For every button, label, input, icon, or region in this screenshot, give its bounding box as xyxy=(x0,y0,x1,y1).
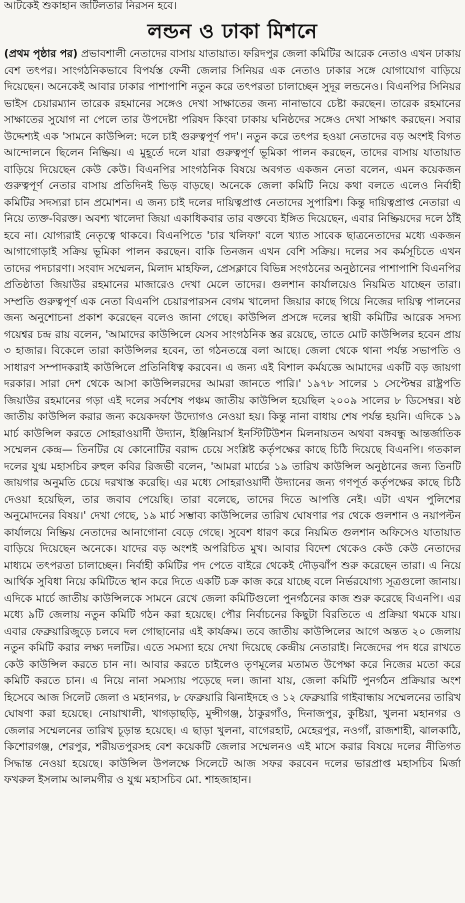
article-headline: লন্ডন ও ঢাকা মিশনে xyxy=(147,19,318,43)
article-paragraph xyxy=(4,46,461,789)
article-text: প্রভাবশালী নেতাদের বাসায় যাতায়াত। ফরিদপুর জেলা কমিটির আরেক নেতাও এখন ঢাকায় বেশ তৎপর। সাংগঠনিকভাবে বিপর্যস্ত ফেনী জেলার সিনিয়র এক নেতাও ঢাকার সঙ্গে যোগাযোগ বাড়িয়ে দিয়েছেন। অনেকেই আবার ঢাকার পাশাপাশি নতুন করে তৎপরতা চালাচ্ছেন সুদূর লন্ডনেও। বিএনপির সিনিয়র ভাইস চেয়ারম্যান তারেক রহমানের সঙ্গেও দেখা সাক্ষাতের জন্য নানাভাবে চেষ্টা করছেন। তারেক রহমানের সাক্ষাতের সুযোগ না পেলে তার উপদেষ্টা পরিষদ কিংবা ঢাকায় ঘনিষ্ঠদের সঙ্গেও দেখা সাক্ষাৎ করছেন। সবার উদ্দেশ্যই এক 'সামনে কাউন্সিল: দলে চাই গুরুত্বপূর্ণ পদ'। নতুন করে তৎপর হওয়া নেতাদের বড় অংশই বিগত আন্দোলনে ছিলেন নিষ্ক্রিয়। এ মুহূর্তে দলে যারা গুরুত্বপূর্ণ ভূমিকা পালন করছেন, তাদের বাসায় যাতায়াত বাড়িয়ে দিয়েছেন কেউ কেউ। বিএনপির সাংগঠনিক বিষয়ে অবগত একজন নেতা বলেন, এমন কয়েকজন গুরুত্বপূর্ণ নেতার বাসায় প্রতিদিনই ভিড় বাড়ছে। অনেকে জেলা কমিটি নিয়ে কথা বলতে এলেও নির্বাহী কমিটির সদস্যরা চান প্রমোশন। এ জন্য চাই দলের দায়িত্বপ্রাপ্ত নেতাদের সুপারিশ। কিন্তু দায়িত্বপ্রাপ্ত নেতারা এ নিয়ে ত্যক্ত-বিরক্ত। অবশ্য খালেদা জিয়া একাধিকবার তার বক্তব্যে ইঙ্গিত দিয়েছেন, এবার নিষ্ক্রিয়দের দলে ঠাঁই হবে না। যোগ্যরাই নেতৃত্বে থাকবে। বিএনপিতে 'চার খলিফা' বলে খ্যাত সাবেক ছাত্রনেতাদের মধ্যে একজন আগাগোড়াই সক্রিয় ভূমিকা পালন করছেন। বাকি তিনজন এখন বেশি সক্রিয়। দলের সব কর্মসূচিতে এখন তাদের পদচারণা। সংবাদ সম্মেলন, মিলাদ মাহফিল, প্রেসক্লাবে বিভিন্ন সংগঠনের অনুষ্ঠানের পাশাপাশি বিএনপির প্রতিষ্ঠাতা জিয়াউর রহমানের মাজারেও দেখা মেলে তাদের। গুলশান কার্যালয়েও নিয়মিত যাচ্ছেন তারা। সম্প্রতি গুরুত্বপূর্ণ এক নেতা বিএনপি চেয়ারপারসন বেগম খালেদা জিয়ার কাছে গিয়ে নিজের দায়িত্ব পালনের জন্য অনুশোচনা প্রকাশ করেছেন বলেও জানা গেছে। কাউন্সিল প্রসঙ্গে দলের স্থায়ী কমিটির আরেক সদস্য গয়েশ্বর চন্দ্র রায় বলেন, 'আমাদের কাউন্সিলে যেসব সাংগঠনিক স্তর রয়েছে, তাতে মোট কাউন্সিলর হবেন প্রায় ৩ হাজার। বিকেলে তারা কাউন্সিলর হবেন, তা গঠনতন্ত্রে বলা আছে। জেলা থেকে থানা পর্যন্ত সভাপতি ও সাধারণ সম্পাদকরাই কাউন্সিলে প্রতিনিধিত্ব করবেন। এ জন্য এই বিশাল কর্মযজ্ঞে আমাদের একটি বড় জায়গা দরকার। সারা দেশ থেকে আসা কাউন্সিলরদের আমরা জানতে পারি।' ১৯৭৮ সালের ১ সেপ্টেম্বর রাষ্ট্রপতি জিয়াউর রহমানের গড়া এই দলের সর্বশেষ পঞ্চম জাতীয় কাউন্সিল হয়েছিল ২০০৯ সালের ৮ ডিসেম্বর। ষষ্ঠ জাতীয় কাউন্সিল করার জন্য কয়েকদফা উদ্যোগও নেওয়া হয়। কিন্তু নানা বাধায় শেষ পর্যন্ত হয়নি। এদিকে ১৯ মার্চ কাউন্সিল করতে সোহরাওয়ার্দী উদ্যান, ইঞ্জিনিয়ার্স ইনস্টিটিউশন মিলনায়তন অথবা বঙ্গবন্ধু আন্তর্জাতিক সম্মেলন কেন্দ্র— তিনটির যে কোনোটির বরাদ্দ চেয়ে সংশ্লিষ্ট কর্তৃপক্ষের কাছে চিঠি দিয়েছে বিএনপি। গতকাল দলের যুগ্ম মহাসচিব রুহুল কবির রিজভী বলেন, 'আমরা মার্চের ১৯ তারিখ কাউন্সিল অনুষ্ঠানের জন্য তিনটি জায়গার অনুমতি চেয়ে দরখাস্ত করেছি। এর মধ্যে সোহরাওয়ার্দী উদ্যানের জন্য গণপূর্ত কর্তৃপক্ষের কাছে চিঠি দেওয়া হয়েছিল, তার জবাব পেয়েছি। তারা বলেছে, তাদের দিতে আপত্তি নেই। এটা এখন পুলিশের অনুমোদনের বিষয়।' দেখা গেছে, ১৯ মার্চ সম্ভাব্য কাউন্সিলের তারিখ ঘোষণার পর থেকে গুলশান ও নয়াপল্টন কার্যালয়ে নিষ্ক্রিয় নেতাদের আনাগোনা বেড়ে গেছে। সুবেশ ধারণ করে নিয়মিত গুলশান অফিসেও যাতায়াত বাড়িয়ে দিয়েছেন অনেকে। যাদের বড় অংশই অপরিচিত মুখ। আবার বিদেশ থেকেও কেউ কেউ নেতাদের মাধ্যমে তৎপরতা চালাচ্ছেন। নির্বাহী কমিটির পদ পেতে বাইরে থেকেই দৌড়ঝাঁপ শুরু করেছেন তারা। এ নিয়ে আর্থিক সুবিধা নিয়ে কমিটিতে স্থান করে দিতে একটি চক্র কাজ করে যাচ্ছে বলে নির্ভরযোগ্য সূত্রগুলো জানায়। এদিকে মার্চে জাতীয় কাউন্সিলকে সামনে রেখে জেলা কমিটিগুলো পুনর্গঠনের কাজ শুরু করেছে বিএনপি। এর মধ্যে ৯টি জেলায় নতুন কমিটি গঠন করা হয়েছে। পৌর নির্বাচনের কিছুটা বিরতিতে এ প্রক্রিয়া থমকে যায়। এবার ফেব্রুয়ারিজুড়ে চলবে দল গোছানোর এই কার্যক্রম। তবে জাতীয় কাউন্সিলের আগে অন্তত ২০ জেলায় নতুন কমিটি করার লক্ষ্য দলটির। এতে সমস্যা হয়ে দেখা দিয়েছে কেন্দ্রীয় নেতারাই। নিজেদের পদ ধরে রাখতে কেউ কাউন্সিল করতে চান না। আবার করতে চাইলেও তৃণমূলের মতামত উপেক্ষা করে নিজের মতো করে কমিটি করতে চান। এ নিয়ে নানা সমস্যায় পড়েছে দল। জানা যায়, জেলা কমিটি পুনর্গঠন প্রক্রিয়ার অংশ হিসেবে আজ সিলেট জেলা ও মহানগর, ৮ ফেব্রুয়ারি ঝিনাইদহে ও ১২ ফেব্রুয়ারি গাইবান্ধায় সম্মেলনের তারিখ ঘোষণা করা হয়েছে। নোয়াখালী, খাগড়াছড়ি, মুন্সীগঞ্জ, ঠাকুরগাঁও, দিনাজপুর, কুষ্টিয়া, খুলনা মহানগর ও জেলার সম্মেলনের তারিখ চূড়ান্ত হয়েছে। এ ছাড়া খুলনা, বাগেরহাট, মেহেরপুর, নওগাঁ, রাজশাহী, ঝালকাঠি, কিশোরগঞ্জ, শেরপুর, শরীয়তপুরসহ বেশ কয়েকটি জেলার সম্মেলনও এই মাসে করার বিষয়ে দলের নীতিগত সিদ্ধান্ত নেওয়া হয়েছে। কাউন্সিল উপলক্ষে সিলেটে আজ সফর করবেন দলের ভারপ্রাপ্ত মহাসচিব মির্জা ফখরুল ইসলাম আলমগীর ও যুগ্ম মহাসচিব মো. শাহজাহান। xyxy=(4,48,461,786)
continuation-label: (প্রথম পৃষ্ঠার পর) xyxy=(4,48,78,60)
previous-article-tail: আটকেই শুকাহান জটিলতার নিরসন হবে। xyxy=(4,0,177,12)
article-body xyxy=(4,46,461,899)
